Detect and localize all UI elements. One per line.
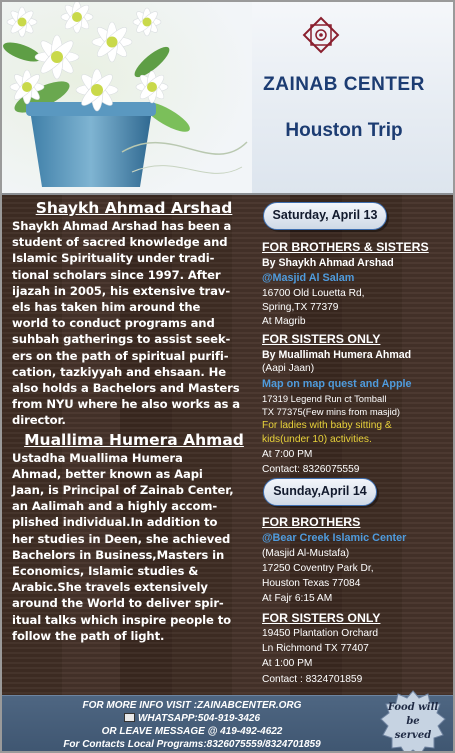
time-line: At 7:00 PM bbox=[262, 449, 313, 460]
venue-line: Map on map quest and Apple bbox=[262, 378, 412, 390]
trip-title: Houston Trip bbox=[285, 120, 403, 141]
bios-column bbox=[12, 198, 256, 692]
bio-line: Economics, Islamic studies & bbox=[12, 564, 199, 579]
bio-line: tional scholars since 1997. After bbox=[12, 267, 221, 282]
footer-message-line bbox=[2, 726, 382, 737]
section-title-brothers: FOR BROTHERS bbox=[262, 515, 361, 529]
address-line: 17319 Legend Run ct Tomball bbox=[262, 393, 387, 404]
bio-line: also holds a Bachelors and Masters bbox=[12, 381, 240, 396]
section-title-sisters-only: FOR SISTERS ONLY bbox=[262, 611, 381, 625]
bio-line: around the World to deliver spir- bbox=[12, 596, 224, 611]
bio-line: plished individual.In addition to bbox=[12, 515, 218, 530]
note-line: kids(under 10) activities. bbox=[262, 434, 372, 445]
address-line: 16700 Old Louetta Rd, bbox=[262, 288, 365, 299]
header-banner bbox=[2, 2, 453, 195]
badge-text-line: served bbox=[394, 730, 432, 741]
footer-whatsapp-line bbox=[2, 713, 382, 724]
bio-line: her studies in Deen, she achieved bbox=[12, 531, 231, 546]
address-line: TX 77375(Few mins from masjid) bbox=[262, 406, 401, 417]
badge-text-line: Food will bbox=[387, 702, 439, 713]
time-line: At Fajr 6:15 AM bbox=[262, 593, 333, 604]
flower-pot-illustration bbox=[2, 2, 252, 195]
bio-line: director. bbox=[12, 413, 66, 428]
contact-line: Contact : 8324701859 bbox=[262, 674, 363, 685]
bio-line: Islamic Spirituality under tradi- bbox=[12, 251, 215, 266]
bio-line: Jaan, is Principal of Zainab Center, bbox=[12, 483, 234, 498]
bio-line: els has taken him around the bbox=[12, 300, 201, 315]
venue-alt-line: (Masjid Al-Mustafa) bbox=[262, 548, 350, 559]
center-name-title: ZAINAB CENTER bbox=[263, 74, 425, 95]
bio-line: ers on the path of spiritual purifi- bbox=[12, 348, 229, 363]
bio-line: an Aalimah and a highly accom- bbox=[12, 499, 218, 514]
bio-line: world to conduct programs and bbox=[12, 316, 215, 331]
bio-line: follow the path of light. bbox=[12, 628, 165, 643]
bio-line: ijazah in 2005, his extensive trav- bbox=[12, 283, 231, 298]
bio-line: Ustadha Muallima Humera bbox=[12, 450, 183, 465]
speaker-aka-line: (Aapi Jaan) bbox=[262, 363, 315, 374]
bio-name-shaykh: Shaykh Ahmad Arshad bbox=[35, 199, 233, 217]
address-line: 19450 Plantation Orchard bbox=[262, 628, 379, 639]
contact-line: Contact: 8326075559 bbox=[262, 464, 360, 475]
footer-contacts-line bbox=[2, 739, 382, 750]
bio-name-humera: Muallima Humera Ahmad bbox=[24, 430, 244, 449]
footer-website-text: FOR MORE INFO VISIT :ZAINABCENTER.ORG bbox=[82, 700, 302, 711]
speaker-line: By Muallimah Humera Ahmad bbox=[262, 349, 412, 361]
bio-line: suhbah gatherings to assist seek- bbox=[12, 332, 231, 347]
venue-line: @Bear Creek Islamic Center bbox=[262, 532, 407, 544]
address-line: Ln Richmond TX 77407 bbox=[262, 643, 369, 654]
bio-line: Shaykh Ahmad Arshad has been a bbox=[12, 219, 232, 233]
schedule-column bbox=[260, 198, 452, 692]
bio-line: itual talks which inspire people to bbox=[12, 612, 232, 627]
date-badge-saturday: Saturday, April 13 bbox=[263, 202, 387, 230]
bio-line: from NYU where he also works as a bbox=[12, 397, 241, 412]
address-line: 17250 Coventry Park Dr, bbox=[262, 563, 374, 574]
address-line: Spring,TX 77379 bbox=[262, 302, 339, 313]
time-line: At 1:00 PM bbox=[262, 658, 313, 669]
badge-text-line: be bbox=[406, 716, 420, 727]
section-title-brothers-sisters: FOR BROTHERS & SISTERS bbox=[262, 240, 429, 254]
footer-message-text: OR LEAVE MESSAGE @ 419-492-4622 bbox=[101, 726, 283, 737]
note-line: For ladies with baby sitting & bbox=[262, 420, 392, 431]
footer-whatsapp-text: WHATSAPP:504-919-3426 bbox=[137, 713, 261, 724]
footer-contacts-text: For Contacts Local Programs:8326075559/8324701859 bbox=[63, 739, 321, 750]
bio-line: cation, tazkiyyah and ehsaan. He bbox=[12, 364, 227, 379]
speaker-line: By Shaykh Ahmad Arshad bbox=[262, 257, 394, 269]
date-badge-sunday: Sunday,April 14 bbox=[263, 478, 377, 506]
bio-text-humera bbox=[12, 450, 256, 644]
bio-line: Arabic.She travels extensively bbox=[12, 580, 208, 595]
section-title-sisters-only: FOR SISTERS ONLY bbox=[262, 332, 381, 346]
time-line: At Magrib bbox=[262, 316, 306, 327]
bio-line: Ahmad, better known as Aapi bbox=[12, 466, 203, 481]
whatsapp-icon bbox=[124, 713, 135, 722]
bio-text-shaykh bbox=[12, 218, 256, 429]
bio-line: student of sacred knowledge and bbox=[12, 235, 228, 250]
bio-line: Bachelors in Business,Masters in bbox=[12, 547, 225, 562]
venue-line: @Masjid Al Salam bbox=[262, 272, 355, 284]
address-line: Houston Texas 77084 bbox=[262, 578, 361, 589]
footer-website-line bbox=[2, 700, 382, 711]
zainab-center-logo bbox=[302, 16, 340, 54]
